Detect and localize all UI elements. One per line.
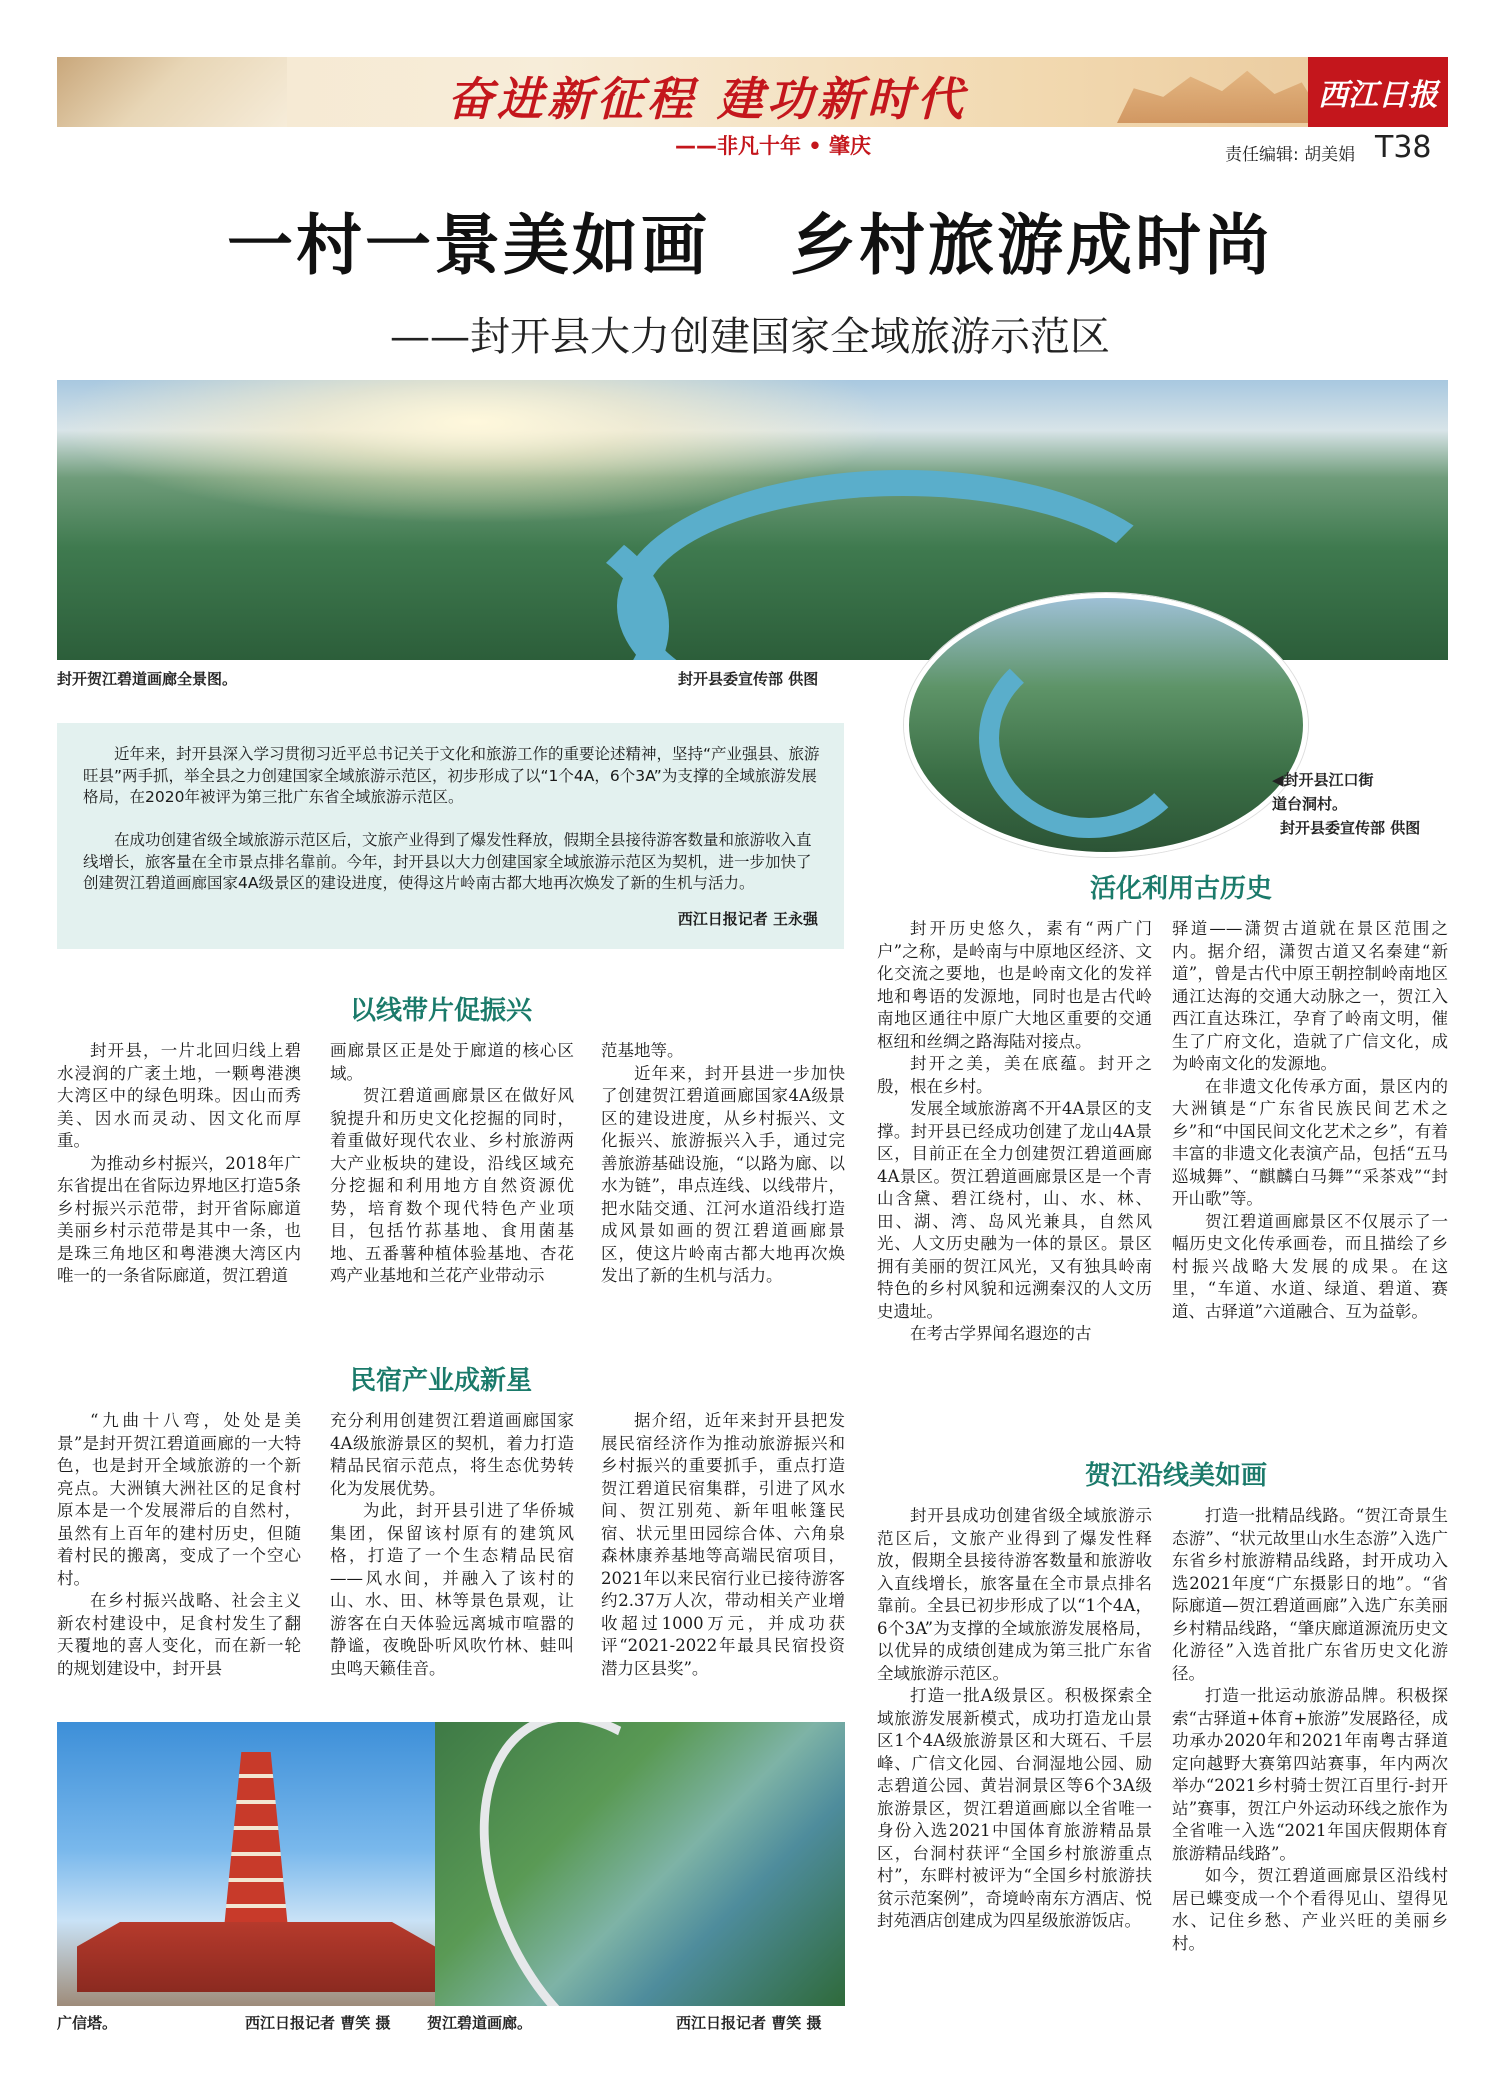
intro-paragraph-2: 在成功创建省级全域旅游示范区后，文旅产业得到了爆发性释放，假期全县接待游客数量和旅游收入直线增长，旅客量在全市景点排名靠前。今年，封开县以大力创建国家全域旅游示范区为契机，进一步加快了创建贺江碧道画廊国家4A级景区的建设进度，使得这片岭南古都大地再次焕发了新的生机与活力。: [83, 831, 812, 892]
paragraph: 近年来，封开县进一步加快了创建贺江碧道画廊国家4A级景区的建设进度，从乡村振兴、文化振兴、旅游振兴入手，通过完善旅游基础设施，“以路为廊、以水为链”，串点连线、以线带片，把水陆交通、江河水道沿线打造成风景如画的贺江碧道画廊景区，使这片岭南古都大地再次焕发出了新的生机与活力。: [601, 1063, 845, 1285]
panorama-photo: [57, 380, 1448, 660]
paragraph: 在非遗文化传承方面，景区内的大洲镇是“广东省民族民间艺术之乡”和“中国民间文化艺术之乡”，有着丰富的非遗文化表演产品，包括“五马巡城舞”、“麒麟白马舞”“采茶戏”“封开山歌”等。: [1172, 1076, 1448, 1208]
newspaper-logo: 西江日报: [1308, 57, 1448, 127]
guangxin-tower-photo: [57, 1722, 455, 2006]
header-banner: [57, 57, 1448, 127]
paragraph: 在乡村振兴战略、社会主义新农村建设中，足食村发生了翻天覆地的喜人变化，而在新一轮的规划建设中，封开县: [57, 1591, 301, 1678]
s1-column-2: [330, 1040, 574, 1288]
panorama-caption: 封开贺江碧道画廊全景图。: [57, 670, 238, 688]
s2-column-2: [330, 1410, 574, 1680]
paragraph: 发展全域旅游离不开4A景区的支撑。封开县已经成功创建了龙山4A景区，目前正在全力创建贺江碧道画廊4A景区。贺江碧道画廊景区是一个青山含黛、碧江绕村，山、水、林、田、湖、湾、岛风光兼具，自然风光、人文历史融为一体的景区。景区拥有美丽的贺江风光，又有独具岭南特色的乡村风貌和远溯秦汉的人文历史遗址。: [877, 1099, 1152, 1321]
paragraph: 打造一批精品线路。“贺江奇景生态游”、“状元故里山水生态游”入选广东省乡村旅游精品线路，封开成功入选2021年度“广东摄影日的地”。“省际廊道—贺江碧道画廊”入选广东美丽乡村精品线路，“肇庆廊道源流历史文化游径”入选首批广东省历史文化游径。: [1172, 1506, 1448, 1683]
subheadline: ——封开县大力创建国家全域旅游示范区: [390, 314, 1110, 360]
paragraph: 据介绍，近年来封开县把发展民宿经济作为推动旅游振兴和乡村振兴的重要抓手，重点打造贺江碧道民宿集群，引进了风水间、贺江别苑、新年咀帐篷民宿、状元里田园综合体、六角泉森林康养基地等高端民宿项目，2021年以来民宿行业已接待游客约2.37万人次，带动相关产业增收超过1000万元，并成功获评“2021-2022年最具民宿投资潜力区县奖”。: [601, 1411, 845, 1678]
headline: [0, 192, 1500, 287]
paragraph: 封开县成功创建省级全域旅游示范区后，文旅产业得到了爆发性释放，假期全县接待游客数量和旅游收入直线增长，旅客量在全市景点排名靠前。全县已初步形成了以“1个4A，6个3A”为支撑的全域旅游发展格局，以优异的成绩创建成为第三批广东省全域旅游示范区。: [877, 1506, 1152, 1683]
circle-caption-line2: 道台洞村。: [1272, 795, 1348, 813]
intro-byline: 西江日报记者 王永强: [677, 910, 818, 928]
paragraph: 在考古学界闻名遐迩的古: [910, 1324, 1092, 1343]
paragraph: 打造一批A级景区。积极探索全域旅游发展新模式，成功打造龙山景区1个4A级旅游景区和大斑石、千层峰、广信文化园、台洞湿地公园、励志碧道公园、黄岩洞景区等6个3A级旅游景区，贺江碧道画廊以全省唯一身份入选2021中国体育旅游精品景区，台洞村获评“全国乡村旅游重点村”，东畔村被评为“全国乡村旅游扶贫示范案例”，奇境岭南东方酒店、悦封苑酒店创建成为四星级旅游饭店。: [877, 1686, 1152, 1930]
tower-caption: 广信塔。: [57, 2014, 118, 2032]
paragraph: 如今，贺江碧道画廊景区沿线村居已蝶变成一个个看得见山、望得见水、记住乡愁、产业兴旺的美丽乡村。: [1172, 1866, 1448, 1953]
s3-column-1: [877, 918, 1152, 1346]
s3-column-2: [1172, 918, 1448, 1323]
paragraph: 充分利用创建贺江碧道画廊国家4A级旅游景区的契机，着力打造精品民宿示范点，将生态优势转化为发展优势。: [330, 1411, 574, 1498]
s1-column-3: [601, 1040, 845, 1288]
s4-column-1: [877, 1505, 1152, 1933]
headline-part1: 一村一景美如画: [227, 206, 710, 284]
road-caption: 贺江碧道画廊。: [427, 2014, 533, 2032]
paragraph: 驿道——潇贺古道就在景区范围之内。据介绍，潇贺古道又名秦建“新道”，曾是古代中原王朝控制岭南地区通江达海的交通大动脉之一，贺江入西江直达珠江，孕育了岭南文明，催生了广府文化，造就了广信文化，成为岭南文化的发源地。: [1172, 919, 1448, 1073]
s2-column-1: [57, 1410, 301, 1680]
paragraph: 打造一批运动旅游品牌。积极探索“古驿道+体育+旅游”发展路径，成功承办2020年和2021年南粤古驿道定向越野大赛第四站赛事，年内两次举办“2021乡村骑士贺江百里行-封开站”赛事，贺江户外运动环线之旅作为全省唯一入选“2021年国庆假期体育旅游精品线路”。: [1172, 1686, 1448, 1863]
section-title-1: 以线带片促振兴: [350, 996, 533, 1026]
section-title-3: 活化利用古历史: [1090, 874, 1273, 904]
pagoda-illustration: [1117, 65, 1327, 123]
banner-subline: ——非凡十年 • 肇庆: [675, 134, 872, 158]
hejiang-greenway-photo: [435, 1722, 845, 2006]
panorama-credit: 封开县委宣传部 供图: [678, 670, 819, 688]
paragraph: 贺江碧道画廊景区在做好风貌提升和历史文化挖掘的同时，着重做好现代农业、乡村旅游两大产业板块的建设，沿线区域充分挖掘和利用地方自然资源优势，培育数个现代特色产业项目，包括竹荪基地、食用菌基地、五番薯种植体验基地、杏花鸡产业基地和兰花产业带动示: [330, 1086, 574, 1285]
great-wall-illustration: [57, 57, 287, 127]
banner-slogan: 奋进新征程 建功新时代: [447, 72, 968, 126]
paragraph: 为此，封开县引进了华侨城集团，保留该村原有的建筑风格，打造了一个生态精品民宿——风水间，并融入了该村的山、水、田、林等景色景观，让游客在白天体验远离城市喧嚣的静谧，夜晚卧听风吹竹林、蛙叫虫鸣天籁佳音。: [330, 1501, 574, 1678]
s4-column-2: [1172, 1505, 1448, 1955]
responsible-editor: 责任编辑: 胡美娟: [1225, 145, 1356, 165]
paragraph: 画廊景区正是处于廊道的核心区域。: [330, 1041, 574, 1083]
section-title-4: 贺江沿线美如画: [1085, 1461, 1268, 1491]
s1-column-1: [57, 1040, 301, 1288]
road-credit: 西江日报记者 曹笑 摄: [676, 2014, 822, 2032]
page-number: T38: [1375, 130, 1432, 165]
paragraph: 封开之美，美在底蕴。封开之殷，根在乡村。: [877, 1054, 1152, 1096]
paragraph: 封开县，一片北回归线上碧水浸润的广袤土地，一颗粤港澳大湾区中的绿色明珠。因山而秀美、因水而灵动、因文化而厚重。: [57, 1041, 301, 1150]
paragraph: “九曲十八弯，处处是美景”是封开贺江碧道画廊的一大特色，也是封开全域旅游的一个新亮点。大洲镇大洲社区的足食村原本是一个发展滞后的自然村，虽然有上百年的建村历史，但随着村民的搬离，变成了一个空心村。: [57, 1411, 301, 1588]
intro-box: [57, 723, 844, 949]
paragraph: 贺江碧道画廊景区不仅展示了一幅历史文化传承画卷，而且描绘了乡村振兴战略大发展的成果。在这里，“车道、水道、绿道、碧道、赛道、古驿道”六道融合、互为益彰。: [1172, 1211, 1448, 1321]
circle-credit: 封开县委宣传部 供图: [1280, 819, 1421, 837]
intro-paragraph-1: 近年来，封开县深入学习贯彻习近平总书记关于文化和旅游工作的重要论述精神，坚持“产业强县、旅游旺县”两手抓，举全县之力创建国家全域旅游示范区，初步形成了以“1个4A，6个3A”为支撑的全域旅游发展格局，在2020年被评为第三批广东省全域旅游示范区。: [83, 745, 820, 806]
paragraph: 为推动乡村振兴，2018年广东省提出在省际边界地区打造5条乡村振兴示范带，封开省际廊道美丽乡村示范带是其中一条，也是珠三角地区和粤港澳大湾区内唯一的一条省际廊道，贺江碧道: [57, 1153, 301, 1285]
tower-credit: 西江日报记者 曹笑 摄: [245, 2014, 391, 2032]
paragraph: 范基地等。: [601, 1041, 684, 1060]
section-title-2: 民宿产业成新星: [350, 1366, 533, 1396]
headline-part2: 乡村旅游成时尚: [790, 206, 1273, 284]
circle-caption-line1: ◀封开县江口街: [1272, 771, 1374, 789]
village-circle-photo: [904, 593, 1308, 857]
paragraph: 封开历史悠久，素有“两广门户”之称，是岭南与中原地区经济、文化交流之要地，也是岭南文化的发祥地和粤语的发源地，同时也是古代岭南地区通往中原广大地区重要的交通枢纽和丝绸之路海陆对接点。: [877, 919, 1152, 1051]
s2-column-3: [601, 1410, 845, 1680]
